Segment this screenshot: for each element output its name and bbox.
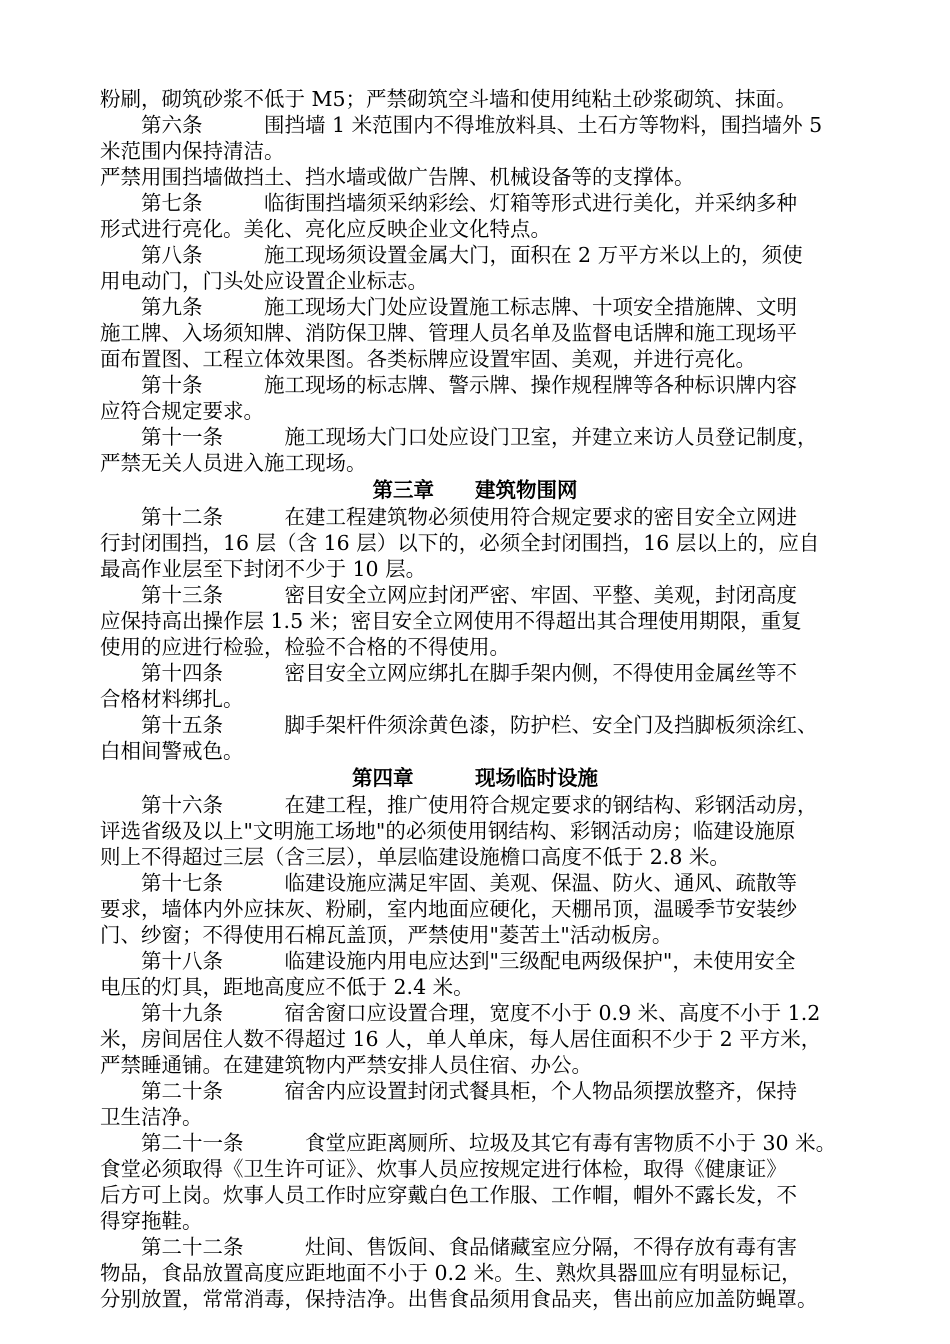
text-line: 后方可上岗。炊事人员工作时应穿戴白色工作服、工作帽，帽外不露长发，不 (100, 1183, 797, 1207)
text-line: 行封闭围挡，16 层（含 16 层）以下的，必须全封闭围挡，16 层以上的，应自 (100, 531, 820, 555)
article-14-line: 第十四条 密目安全立网应绑扎在脚手架内侧，不得使用金属丝等不 (141, 661, 797, 685)
article-13-line: 第十三条 密目安全立网应封闭严密、牢固、平整、美观，封闭高度 (141, 583, 797, 607)
article-15-line: 第十五条 脚手架杆件须涂黄色漆，防护栏、安全门及挡脚板须涂红、 (141, 713, 818, 737)
chapter-3-heading: 第三章 建筑物围网 (372, 478, 578, 502)
text-line: 严禁睡通铺。在建建筑物内严禁安排人员住宿、办公。 (100, 1053, 592, 1077)
article-9-line: 第九条 施工现场大门处应设置施工标志牌、十项安全措施牌、文明 (141, 295, 797, 319)
text-line: 用电动门，门头处应设置企业标志。 (100, 269, 428, 293)
text-line: 白相间警戒色。 (100, 739, 244, 763)
article-20-line: 第二十条 宿舍内应设置封闭式餐具柜，个人物品须摆放整齐，保持 (141, 1079, 797, 1103)
chapter-4-heading: 第四章 现场临时设施 (352, 766, 598, 790)
text-line: 最高作业层至下封闭不少于 10 层。 (100, 557, 427, 581)
article-11-line: 第十一条 施工现场大门口处应设门卫室，并建立来访人员登记制度， (141, 425, 818, 449)
article-16-line: 第十六条 在建工程，推广使用符合规定要求的钢结构、彩钢活动房， (141, 793, 818, 817)
article-22-line: 第二十二条 灶间、售饭间、食品储藏室应分隔，不得存放有毒有害 (141, 1235, 797, 1259)
text-line: 得穿拖鞋。 (100, 1209, 203, 1233)
text-line: 面布置图、工程立体效果图。各类标牌应设置牢固、美观，并进行亮化。 (100, 347, 756, 371)
text-line: 严禁用围挡墙做挡土、挡水墙或做广告牌、机械设备等的支撑体。 (100, 165, 695, 189)
text-line: 食堂必须取得《卫生许可证》、炊事人员应按规定进行体检，取得《健康证》 (100, 1157, 787, 1181)
text-line: 则上不得超过三层（含三层），单层临建设施檐口高度不低于 2.8 米。 (100, 845, 730, 869)
text-line: 米范围内保持清洁。 (100, 139, 285, 163)
article-10-line: 第十条 施工现场的标志牌、警示牌、操作规程牌等各种标识牌内容 (141, 373, 797, 397)
text-line: 使用的应进行检验，检验不合格的不得使用。 (100, 635, 510, 659)
article-6-line: 第六条 围挡墙 1 米范围内不得堆放料具、土石方等物料，围挡墙外 5 (141, 113, 823, 137)
text-line: 严禁无关人员进入施工现场。 (100, 451, 367, 475)
text-line: 评选省级及以上"文明施工场地"的必须使用钢结构、彩钢活动房；临建设施原 (100, 819, 796, 843)
article-8-line: 第八条 施工现场须设置金属大门，面积在 2 万平方米以上的，须使 (141, 243, 803, 267)
text-line: 物品，食品放置高度应距地面不小于 0.2 米。生、熟炊具器皿应有明显标记， (100, 1261, 802, 1285)
text-line: 门、纱窗；不得使用石棉瓦盖顶，严禁使用"菱苦土"活动板房。 (100, 923, 673, 947)
article-17-line: 第十七条 临建设施应满足牢固、美观、保温、防火、通风、疏散等 (141, 871, 797, 895)
article-12-line: 第十二条 在建工程建筑物必须使用符合规定要求的密目安全立网进 (141, 505, 797, 529)
article-21-line: 第二十一条 食堂应距离厕所、垃圾及其它有毒有害物质不小于 30 米。 (141, 1131, 837, 1155)
text-line: 粉刷，砌筑砂浆不低于 M5；严禁砌筑空斗墙和使用纯粘土砂浆砌筑、抹面。 (100, 87, 797, 111)
text-line: 电压的灯具，距地高度应不低于 2.4 米。 (100, 975, 474, 999)
text-line: 米，房间居住人数不得超过 16 人，单人单床，每人居住面积不少于 2 平方米， (100, 1027, 822, 1051)
text-line: 应保持高出操作层 1.5 米；密目安全立网使用不得超出其合理使用期限，重复 (100, 609, 802, 633)
article-7-line: 第七条 临街围挡墙须采纳彩绘、灯箱等形式进行美化，并采纳多种 (141, 191, 797, 215)
article-19-line: 第十九条 宿舍窗口应设置合理，宽度不小于 0.9 米、高度不小于 1.2 (141, 1001, 821, 1025)
text-line: 应符合规定要求。 (100, 399, 264, 423)
text-line: 卫生洁净。 (100, 1105, 203, 1129)
article-18-line: 第十八条 临建设施内用电应达到"三级配电两级保护"，未使用安全 (141, 949, 796, 973)
text-line: 合格材料绑扎。 (100, 687, 244, 711)
text-line: 分别放置，常常消毒，保持洁净。出售食品须用食品夹，售出前应加盖防蝇罩。 (100, 1287, 818, 1311)
text-line: 形式进行亮化。美化、亮化应反映企业文化特点。 (100, 217, 551, 241)
text-line: 要求，墙体内外应抹灰、粉刷，室内地面应硬化，天棚吊顶，温暖季节安装纱 (100, 897, 797, 921)
text-line: 施工牌、入场须知牌、消防保卫牌、管理人员名单及监督电话牌和施工现场平 (100, 321, 797, 345)
